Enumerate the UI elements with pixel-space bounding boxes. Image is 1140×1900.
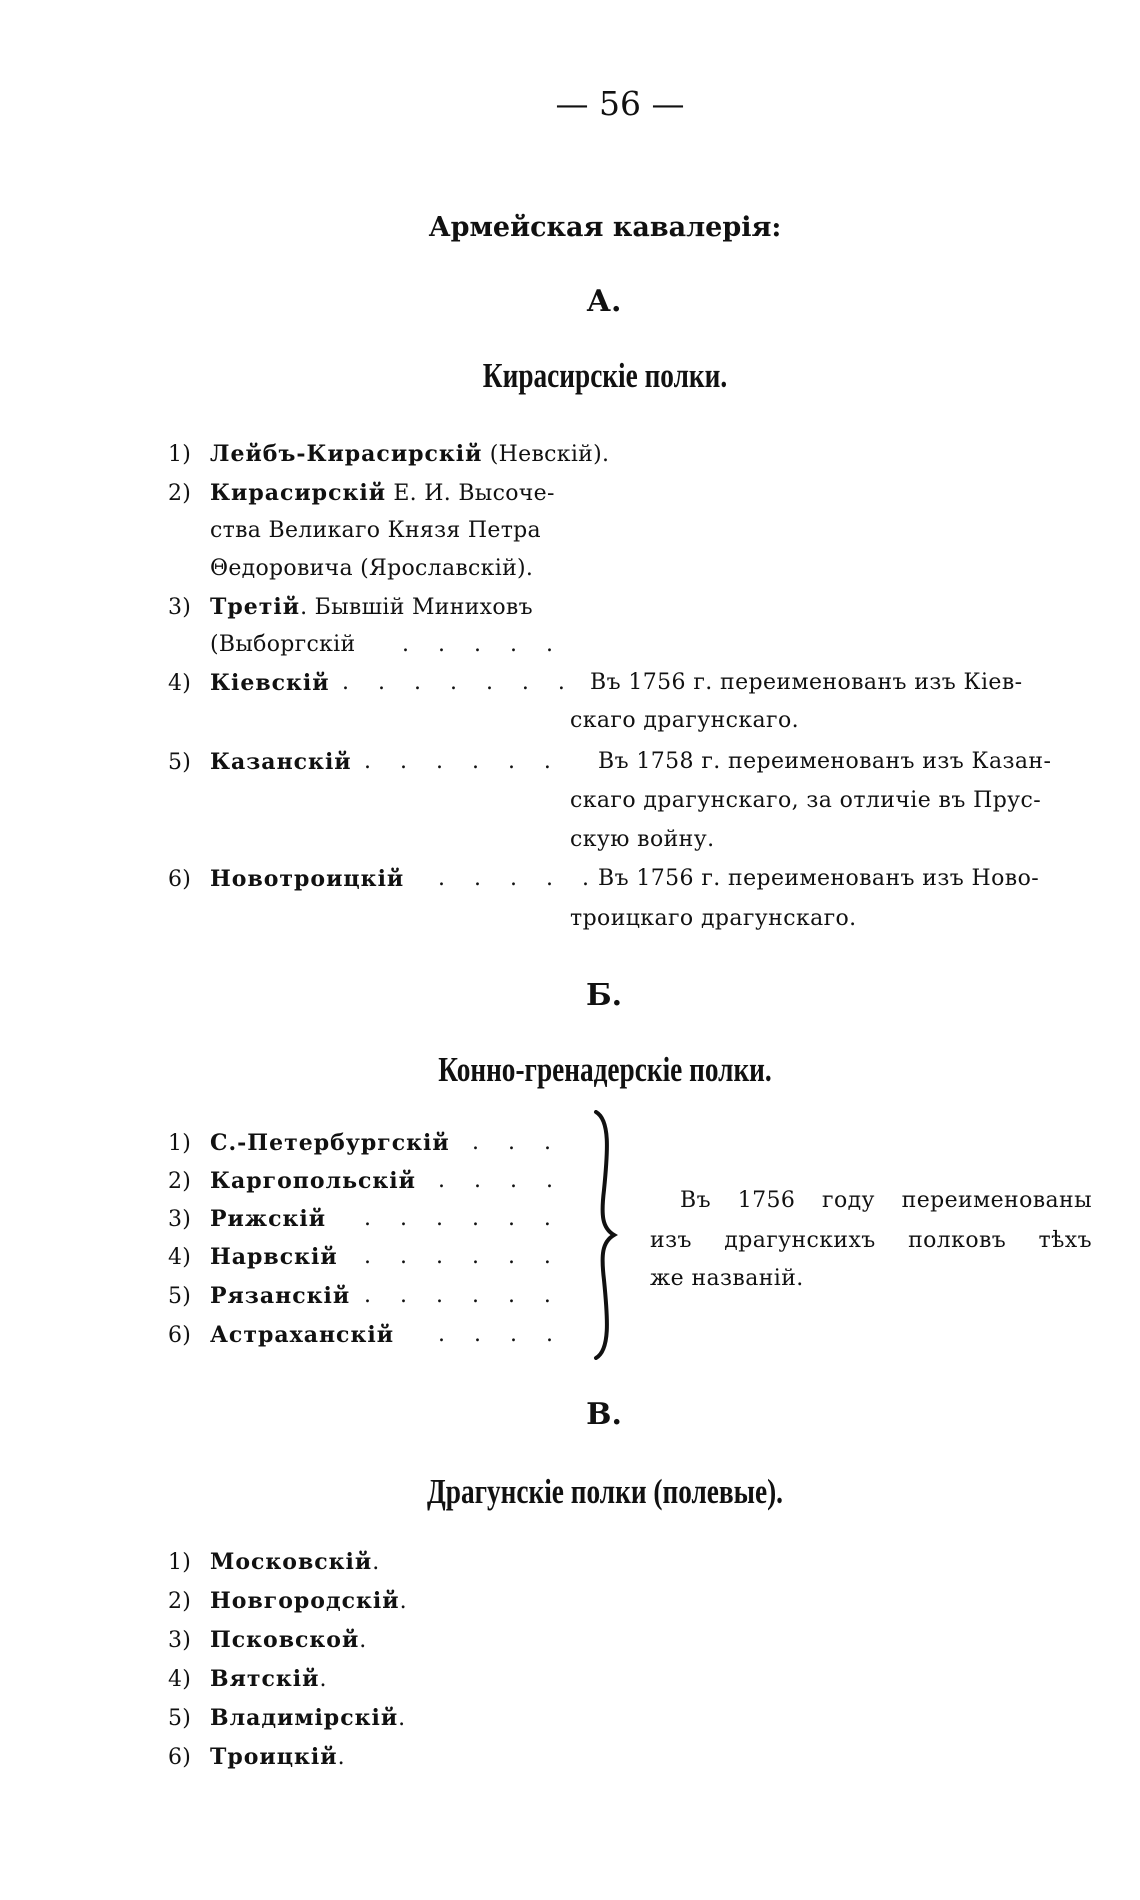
- item-end: .: [398, 1706, 406, 1731]
- item-number: 2): [168, 481, 192, 506]
- list-item: [168, 1627, 367, 1653]
- item-text: . Бывшій Миниховъ: [300, 595, 533, 620]
- regiment-name: Казанскій: [210, 749, 352, 775]
- group-note: Въ 1756 году переименованы: [680, 1188, 1092, 1213]
- curly-brace-icon: [590, 1110, 620, 1360]
- regiment-name: С.-Петербургскій: [210, 1130, 450, 1156]
- leader-dots: . . .: [472, 1130, 562, 1155]
- item-continuation: ства Великаго Князя Петра: [210, 518, 541, 543]
- item-number: 4): [168, 671, 192, 696]
- leader-dots: . . . .: [438, 1168, 564, 1193]
- list-item: [168, 749, 562, 775]
- list-item: [168, 1666, 327, 1692]
- regiment-name: Рязанскій: [210, 1283, 351, 1309]
- section-a-letter: А.: [586, 284, 622, 319]
- regiment-name: Владимірскій: [210, 1705, 399, 1731]
- item-number: 6): [168, 867, 192, 892]
- regiment-name: Нарвскій: [210, 1244, 338, 1270]
- list-item: [168, 594, 533, 620]
- item-text: (Невскій).: [482, 442, 610, 467]
- item-number: 3): [168, 1207, 192, 1232]
- list-item: [168, 670, 576, 696]
- list-item: [168, 1322, 564, 1348]
- section-a-title: Кирасирскіе полки.: [482, 356, 728, 395]
- item-number: 6): [168, 1323, 192, 1348]
- item-number: 5): [168, 750, 192, 775]
- section-b-title: Конно-гренадерскіе полки.: [438, 1050, 772, 1089]
- list-item: [168, 1283, 562, 1309]
- item-number: 2): [168, 1589, 192, 1614]
- regiment-name: Рижскій: [210, 1206, 327, 1232]
- regiment-name: Кіевскій: [210, 670, 330, 696]
- item-number: 6): [168, 1745, 192, 1770]
- item-end: .: [319, 1667, 327, 1692]
- item-number: 5): [168, 1284, 192, 1309]
- item-number: 1): [168, 1550, 192, 1575]
- regiment-note: скаго драгунскаго.: [570, 708, 799, 733]
- list-item: [168, 1588, 407, 1614]
- group-note: изъ драгунскихъ полковъ тѣхъ: [650, 1228, 1092, 1253]
- page-number: — 56 —: [555, 84, 685, 123]
- list-item: [168, 866, 600, 892]
- item-number: 3): [168, 595, 192, 620]
- item-continuation: Θедоровича (Ярославскій).: [210, 556, 534, 581]
- regiment-name: Третій: [210, 594, 301, 620]
- item-text: Е. И. Высоче-: [386, 481, 555, 506]
- section-c-title: Драгунскіе полки (полевые).: [426, 1472, 784, 1511]
- regiment-name: Вятскій: [210, 1666, 320, 1692]
- heading-army-cavalry: Армейская кавалерія:: [428, 212, 782, 243]
- item-number: 2): [168, 1169, 192, 1194]
- regiment-note: Въ 1756 г. переименованъ изъ Ново-: [598, 866, 1040, 891]
- leader-dots: . . . . . .: [364, 1244, 562, 1269]
- list-item: [168, 1705, 405, 1731]
- regiment-name: Новотроицкій: [210, 866, 405, 892]
- item-number: 4): [168, 1245, 192, 1270]
- leader-dots: . . . . . .: [364, 749, 562, 774]
- regiment-name: Новгородскій: [210, 1588, 400, 1614]
- leader-dots: . . . . . . .: [342, 670, 576, 695]
- regiment-name: Астраханскій: [210, 1322, 395, 1348]
- list-item: [168, 1244, 562, 1270]
- regiment-name: Троицкій: [210, 1744, 338, 1770]
- item-end: .: [399, 1589, 407, 1614]
- leader-dots: . . . .: [438, 1322, 564, 1347]
- item-number: 3): [168, 1628, 192, 1653]
- item-number: 5): [168, 1706, 192, 1731]
- list-item: [168, 1549, 380, 1575]
- section-b-letter: Б.: [585, 978, 623, 1013]
- regiment-name: Лейбъ-Кирасирскій: [210, 441, 483, 467]
- item-text: (Выборгскій: [210, 632, 356, 657]
- regiment-note: скаго драгунскаго, за отличіе въ Прус-: [570, 788, 1042, 813]
- regiment-note: скую войну.: [570, 827, 715, 852]
- regiment-name: Кирасирскій: [210, 480, 387, 506]
- group-note: же названій.: [650, 1266, 804, 1291]
- item-end: .: [372, 1550, 380, 1575]
- item-number: 1): [168, 1131, 192, 1156]
- item-continuation: [210, 632, 564, 657]
- regiment-name: Каргопольскій: [210, 1168, 416, 1194]
- regiment-note: троицкаго драгунскаго.: [570, 906, 857, 931]
- regiment-name: Псковской: [210, 1627, 360, 1653]
- list-item: [168, 1130, 562, 1156]
- item-end: .: [337, 1745, 345, 1770]
- list-item: [168, 1206, 562, 1232]
- regiment-name: Московскій: [210, 1549, 373, 1575]
- section-c-letter: В.: [586, 1397, 622, 1432]
- list-item: [168, 480, 555, 506]
- list-item: [168, 1744, 345, 1770]
- list-item: [168, 441, 609, 467]
- list-item: [168, 1168, 564, 1194]
- item-number: 1): [168, 442, 192, 467]
- item-end: .: [359, 1628, 367, 1653]
- leader-dots: . . . . .: [438, 866, 600, 891]
- item-number: 4): [168, 1667, 192, 1692]
- regiment-note: Въ 1758 г. переименованъ изъ Казан-: [598, 749, 1052, 774]
- leader-dots: . . . . . .: [364, 1206, 562, 1231]
- leader-dots: . . . . .: [402, 632, 564, 657]
- leader-dots: . . . . . .: [364, 1283, 562, 1308]
- regiment-note: Въ 1756 г. переименованъ изъ Кіев-: [590, 670, 1023, 695]
